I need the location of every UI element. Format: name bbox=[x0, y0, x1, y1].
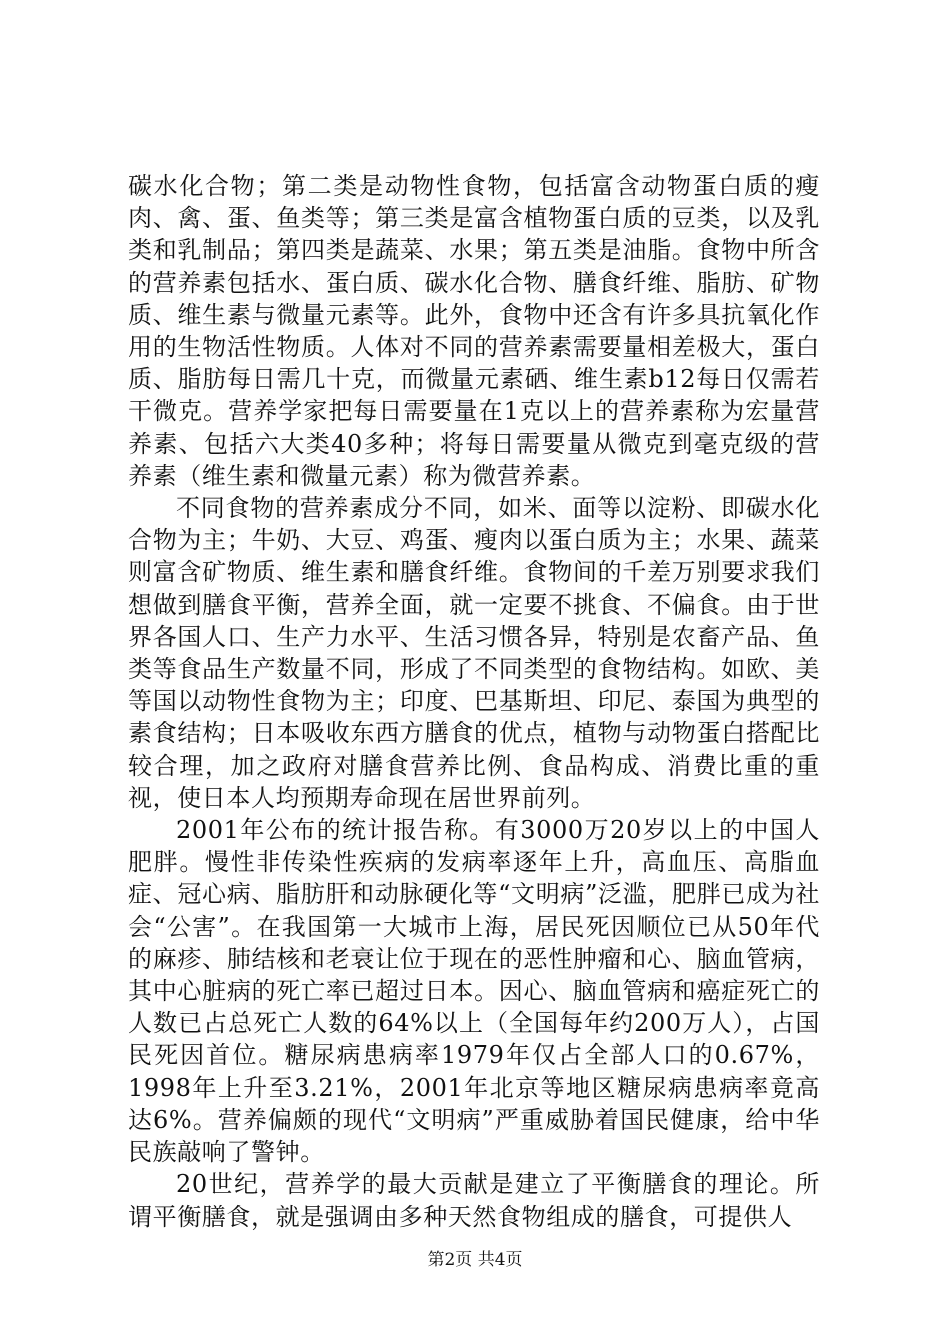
paragraph-3: 2001年公布的统计报告称。有3000万20岁以上的中国人肥胖。慢性非传染性疾病的发病率逐年上升，高血压、高脂血症、冠心病、脂肪肝和动脉硬化等“文明病”泛滥，肥胖已成为社会“公害”。在我国第一大城市上海，居民死因顺位已从50年代的麻疹、肺结核和老衰让位于现在的恶性肿瘤和心、脑血管病，其中心脏病的死亡率已超过日本。因心、脑血管病和癌症死亡的人数已占总死亡人数的64%以上（全国每年约200万人），占国民死因首位。糖尿病患病率1979年仅占全部人口的0.67%，1998年上升至3.21%，2001年北京等地区糖尿病患病率竟高达6%。营养偏颇的现代“文明病”严重威胁着国民健康，给中华民族敲响了警钟。 bbox=[128, 816, 820, 1167]
page-number-footer: 第2页 共4页 bbox=[427, 1250, 523, 1270]
paragraph-1: 碳水化合物；第二类是动物性食物，包括富含动物蛋白质的瘦肉、禽、蛋、鱼类等；第三类是富含植物蛋白质的豆类，以及乳类和乳制品；第四类是蔬菜、水果；第五类是油脂。食物中所含的营养素包括水、蛋白质、碳水化合物、膳食纤维、脂肪、矿物质、维生素与微量元素等。此外，食物中还含有许多具抗氧化作用的生物活性物质。人体对不同的营养素需要量相差极大，蛋白质、脂肪每日需几十克，而微量元素硒、维生素b12每日仅需若干微克。营养学家把每日需要量在1克以上的营养素称为宏量营养素、包括六大类40多种；将每日需要量从微克到毫克级的营养素（维生素和微量元素）称为微营养素。 bbox=[128, 172, 820, 490]
document-body bbox=[128, 170, 820, 1233]
paragraph-2: 不同食物的营养素成分不同，如米、面等以淀粉、即碳水化合物为主；牛奶、大豆、鸡蛋、瘦肉以蛋白质为主；水果、蔬菜则富含矿物质、维生素和膳食纤维。食物间的千差万别要求我们想做到膳食平衡，营养全面，就一定要不挑食、不偏食。由于世界各国人口、生产力水平、生活习惯各异，特别是农畜产品、鱼类等食品生产数量不同，形成了不同类型的食物结构。如欧、美等国以动物性食物为主；印度、巴基斯坦、印尼、泰国为典型的素食结构；日本吸收东西方膳食的优点，植物与动物蛋白搭配比较合理，加之政府对膳食营养比例、食品构成、消费比重的重视，使日本人均预期寿命现在居世界前列。 bbox=[128, 494, 820, 812]
paragraph-4: 20世纪，营养学的最大贡献是建立了平衡膳食的理论。所谓平衡膳食，就是强调由多种天然食物组成的膳食，可提供人 bbox=[128, 1170, 820, 1231]
